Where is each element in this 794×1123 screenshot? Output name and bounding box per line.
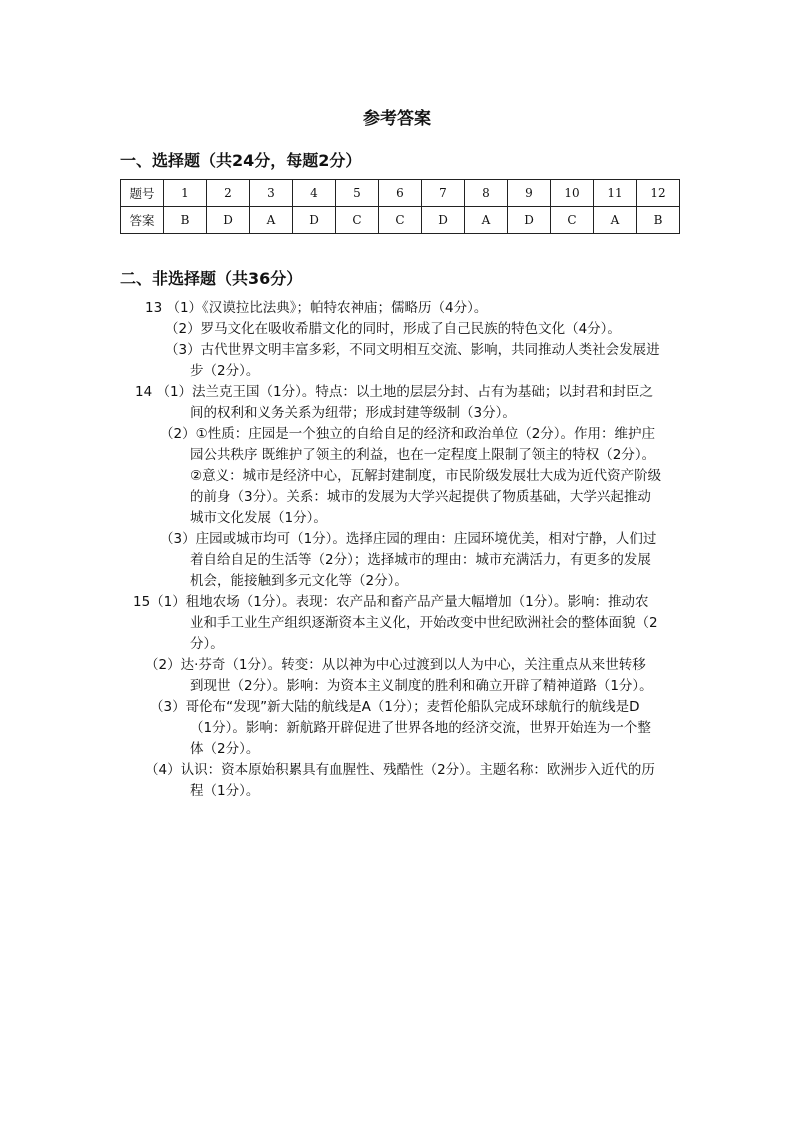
question-number: 7 xyxy=(422,180,465,207)
question-number: 9 xyxy=(508,180,551,207)
question-number: 4 xyxy=(293,180,336,207)
answer-line: 体（2分）。 xyxy=(190,741,260,757)
answer-line: （2）罗马文化在吸收希腊文化的同时，形成了自己民族的特色文化（4分）。 xyxy=(165,321,621,337)
answer-line: 城市文化发展（1分）。 xyxy=(190,510,327,526)
answer-line: （3）哥伦布“发现”新大陆的航线是A（1分）；麦哲伦船队完成环球航行的航线是D xyxy=(150,699,640,715)
answer-line: 14 （1）法兰克王国（1分）。特点：以土地的层层分封、占有为基础；以封君和封臣之 xyxy=(135,384,653,400)
answer-cell: D xyxy=(207,207,250,234)
answer-line: （4）认识：资本原始积累具有血腥性、残酷性（2分）。主题名称：欧洲步入近代的历 xyxy=(145,762,655,778)
question-number: 1 xyxy=(164,180,207,207)
answer-line: 步（2分）。 xyxy=(190,363,260,379)
answer-line: 到现世（2分）。影响：为资本主义制度的胜利和确立开辟了精神道路（1分）。 xyxy=(190,678,653,694)
answer-cell: C xyxy=(551,207,594,234)
answer-line: ②意义：城市是经济中心，瓦解封建制度，市民阶级发展壮大成为近代资产阶级 xyxy=(190,468,662,484)
answer-table xyxy=(120,179,680,234)
answer-line: （1分）。影响：新航路开辟促进了世界各地的经济交流，世界开始连为一个整 xyxy=(190,720,651,736)
question-number: 6 xyxy=(379,180,422,207)
question-number: 10 xyxy=(551,180,594,207)
page-title: 参考答案 xyxy=(363,109,431,129)
table-row-numbers xyxy=(121,180,680,207)
question-number: 8 xyxy=(465,180,508,207)
answer-line: 机会，能接触到多元文化等（2分）。 xyxy=(190,573,408,589)
answer-cell: D xyxy=(293,207,336,234)
answer-line: 分）。 xyxy=(190,636,224,652)
answer-line: 园公共秩序 既维护了领主的利益，也在一定程度上限制了领主的特权（2分）。 xyxy=(190,447,656,463)
answer-line: （3）庄园或城市均可（1分）。选择庄园的理由：庄园环境优美，相对宁静，人们过 xyxy=(160,531,657,547)
row-label-answer: 答案 xyxy=(121,207,164,234)
answer-cell: B xyxy=(164,207,207,234)
answer-line: 间的权利和义务关系为纽带；形成封建等级制（3分）。 xyxy=(190,405,516,421)
answer-line: 程（1分）。 xyxy=(190,783,260,799)
answer-cell: A xyxy=(594,207,637,234)
answer-line: 着自给自足的生活等（2分）；选择城市的理由：城市充满活力，有更多的发展 xyxy=(190,552,651,568)
answer-line: 13 （1）《汉谟拉比法典》；帕特农神庙；儒略历（4分）。 xyxy=(145,300,488,316)
answer-line: （3）古代世界文明丰富多彩，不同文明相互交流、影响，共同推动人类社会发展进 xyxy=(165,342,660,358)
answer-cell: C xyxy=(379,207,422,234)
answer-line: （2）①性质：庄园是一个独立的自给自足的经济和政治单位（2分）。作用：维护庄 xyxy=(160,426,656,442)
answer-line: 的前身（3分）。关系：城市的发展为大学兴起提供了物质基础，大学兴起推动 xyxy=(190,489,651,505)
question-number: 3 xyxy=(250,180,293,207)
question-number: 2 xyxy=(207,180,250,207)
table-row-answers xyxy=(121,207,680,234)
answer-cell: D xyxy=(422,207,465,234)
row-label-number: 题号 xyxy=(121,180,164,207)
answer-cell: D xyxy=(508,207,551,234)
answer-cell: A xyxy=(250,207,293,234)
question-number: 12 xyxy=(637,180,680,207)
answer-cell: A xyxy=(465,207,508,234)
answer-line: 业和手工业生产组织逐渐资本主义化，开始改变中世纪欧洲社会的整体面貌（2 xyxy=(190,615,658,631)
answer-cell: C xyxy=(336,207,379,234)
section-heading-choice: 一、选择题（共24分，每题2分） xyxy=(120,151,362,170)
answer-line: （2）达·芬奇（1分）。转变：从以神为中心过渡到以人为中心，关注重点从来世转移 xyxy=(145,657,646,673)
question-number: 11 xyxy=(594,180,637,207)
section-heading-essay: 二、非选择题（共36分） xyxy=(120,269,303,288)
answer-cell: B xyxy=(637,207,680,234)
question-number: 5 xyxy=(336,180,379,207)
answer-line: 15（1）租地农场（1分）。表现：农产品和畜产品产量大幅增加（1分）。影响：推动农 xyxy=(133,594,649,610)
